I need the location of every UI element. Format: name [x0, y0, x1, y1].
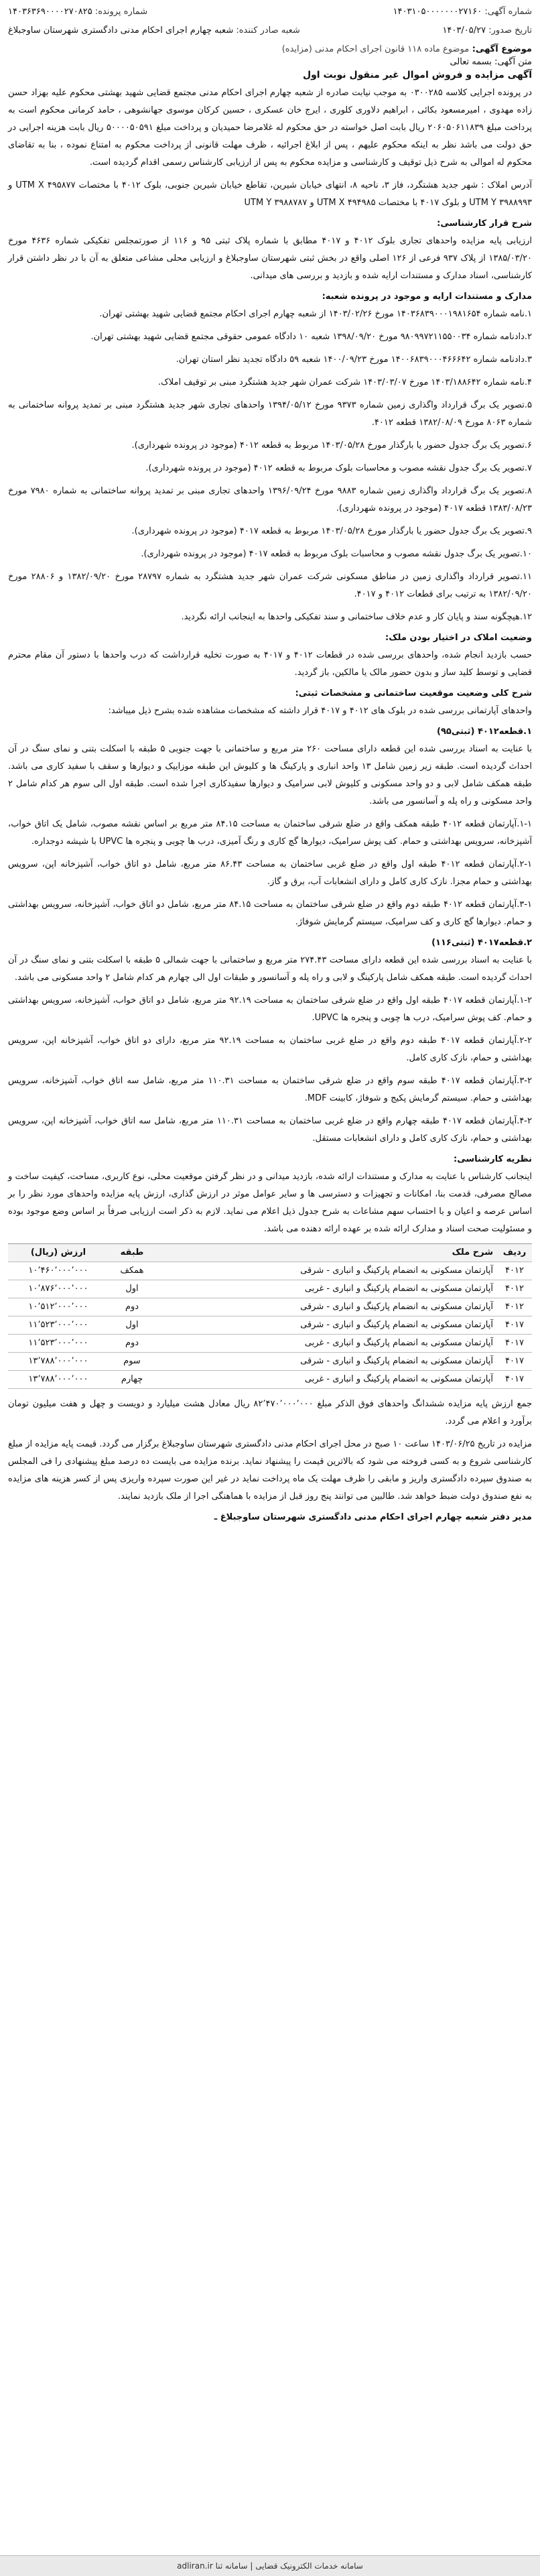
subject-line	[8, 44, 532, 54]
row-floor: همکف	[120, 1266, 144, 1276]
unit-item: ۳-۱.آپارتمان قطعه ۴۰۱۲ طبقه دوم واقع در ضلع شرقی ساختمان به مساحت ۸۴.۱۵ متر مربع، شامل دو اتاق خواب، آشپزخانه، سرویس بهداشتی و حمام. دیوارها گچ کاری و کف سرامیک، سیستم گرمایش شوفاژ.	[8, 900, 532, 927]
table-row	[8, 1298, 532, 1316]
date-label: تاریخ صدور:	[488, 25, 532, 36]
row-floor: اول	[125, 1284, 139, 1294]
row-no: ۴۰۱۷	[505, 1356, 524, 1366]
row-desc: آپارتمان مسکونی به انضمام پارکینگ و انباری - غربی	[304, 1374, 493, 1384]
row-value: ۱۱٬۵۲۳٬۰۰۰٬۰۰۰	[28, 1320, 88, 1330]
block2-paragraph: با عنایت به اسناد بررسی شده این قطعه دارای مساحت ۲۷۴.۴۳ متر مربع و ساختمانی با جهت شمالی ۵ طبقه با اسکلت بتنی و نمای سنگ در آن احداث گردیده است. طبقه همکف شامل پارکینگ و لابی و راه پله و آسانسور و طبقات اول الی چهارم هر کدام شامل ۲ واحد مسکونی می باشد.	[8, 955, 532, 983]
block2-heading: ۲.قطعه۴۰۱۷ (ثبتی۱۱۶)	[431, 938, 532, 948]
table-row	[8, 1353, 532, 1371]
signature-name: ـ	[214, 1512, 218, 1522]
row-value: ۱۰٬۸۷۶٬۰۰۰٬۰۰۰	[28, 1284, 88, 1294]
row-no: ۴۰۱۷	[505, 1338, 524, 1348]
row-desc: آپارتمان مسکونی به انضمام پارکینگ و انباری - شرقی	[300, 1266, 493, 1276]
unit-item: ۱-۲.آپارتمان قطعه ۴۰۱۷ طبقه اول واقع در ضلع شرقی ساختمان به مساحت ۹۲.۱۹ متر مربع، شامل دو اتاق خواب، آشپزخانه، سرویس بهداشتی و حمام. کف پوش سرامیک، درب ها چوبی و پنجره ها UPVC.	[8, 995, 532, 1023]
unit-item: ۲-۱.آپارتمان قطعه ۴۰۱۲ طبقه اول واقع در ضلع غربی ساختمان به مساحت ۸۶.۴۳ متر مربع، شامل دو اتاق خواب، آشپزخانه اپن، سرویس بهداشتی و حمام مجزا. نازک کاری کامل و دارای انشعابات آب، برق و گاز.	[8, 859, 532, 887]
unit-item: ۳-۲.آپارتمان قطعه ۴۰۱۷ طبقه سوم واقع در ضلع شرقی ساختمان به مساحت ۱۱۰.۳۱ متر مربع، شامل سه اتاق خواب، آشپزخانه، سرویس بهداشتی و حمام. سیستم گرمایش پکیج و شوفاژ، کابینت MDF.	[8, 1076, 532, 1103]
doc-item: ۸.تصویر یک برگ قرارداد واگذاری زمین شماره ۹۸۸۳ مورخ ۱۳۹۶/۰۹/۲۴ واحدهای تجاری مبنی بر تمدید پروانه ساختمانی به شماره ۷۹۸۰ مورخ ۱۳۸۳/۰۸/۲۳ قطعه ۴۰۱۷ (موجود در پرونده شهرداری).	[8, 486, 532, 513]
doc-item: ۵.تصویر یک برگ قرارداد واگذاری زمین شماره ۹۳۷۳ مورخ ۱۳۹۴/۰۵/۱۲ واحدهای تجاری شهر جدید هشتگرد مبنی بر تمدید پروانه ساختمانی به شماره ۸۰۶۳ مورخ ۱۳۸۲/۰۸/۰۹ قطعه ۴۰۱۲.	[8, 400, 532, 428]
row-desc: آپارتمان مسکونی به انضمام پارکینگ و انباری - شرقی	[300, 1356, 493, 1366]
row-desc: آپارتمان مسکونی به انضمام پارکینگ و انباری - غربی	[304, 1338, 493, 1348]
tracking-label: شماره پرونده:	[94, 7, 148, 17]
unit-item: ۲-۲.آپارتمان قطعه ۴۰۱۷ طبقه دوم واقع در ضلع غربی ساختمان به مساحت ۹۲.۱۹ متر مربع، دارای دو اتاق خواب، آشپزخانه اپن، سرویس بهداشتی و حمام، نازک کاری کامل.	[8, 1036, 532, 1063]
row-no: ۴۰۱۷	[505, 1374, 524, 1384]
doc-item: ۱۲.هیچگونه سند و پایان کار و عدم خلاف ساختمانی و سند تفکیکی واحدها به اینجانب ارائه نگردید.	[181, 612, 532, 622]
row-no: ۴۰۱۷	[505, 1320, 524, 1330]
opinion-heading: نظریه کارشناسی:	[454, 1154, 532, 1164]
table-row	[8, 1280, 532, 1298]
doc-item: ۱۰.تصویر یک برگ جدول نقشه مصوب و محاسبات بلوک مربوط به قطعه ۴۰۱۷ (موجود در پرونده شهرداری).	[141, 549, 532, 559]
row-floor: اول	[125, 1320, 139, 1330]
col-no-header: ردیف	[502, 1247, 527, 1258]
row-floor: سوم	[123, 1356, 141, 1366]
address-paragraph: آدرس املاک : شهر جدید هشتگرد، فاز ۳، ناحیه ۸، انتهای خیابان شیرین، تقاطع خیابان شیرین جنوبی، بلوک ۴۰۱۲ با مختصات UTM X ۴۹۵۸۷۷ و UTM Y ۳۹۸۸۹۹۳ و بلوک ۴۰۱۷ با مختصات UTM X ۴۹۴۹۸۵ و UTM Y ۳۹۸۸۷۸۷	[8, 180, 532, 208]
row-value: ۱۰٬۵۱۲٬۰۰۰٬۰۰۰	[28, 1302, 88, 1312]
row-floor: چهارم	[121, 1374, 143, 1384]
ad-id-label: شماره آگهی:	[484, 7, 532, 17]
doc-item: ۱۱.تصویر قرارداد واگذاری زمین در مناطق مسکونی شرکت عمران شهر جدید هشتگرد به شماره ۲۸۷۹۷ مورخ ۱۳۸۲/۰۹/۲۰ و ۲۸۸۰۶ مورخ ۱۳۸۲/۰۹/۲۰ به ترتیب برای قطعات ۴۰۱۲ و ۴۰۱۷.	[8, 572, 533, 599]
doc-item: ۴.نامه شماره ۱۴۰۳/۱۸۸۶۴۲ مورخ ۱۴۰۳/۰۳/۰۷ شرکت عمران شهر جدید هشتگرد مبنی بر توقیف املاک.	[158, 377, 532, 387]
doc-item: ۶.تصویر یک برگ جدول حضور یا بارگذار مورخ ۱۴۰۳/۰۵/۲۸ مربوط به قطعه ۴۰۱۲ (موجود در پرونده شهرداری).	[131, 440, 532, 450]
unit-item: ۱-۱.آپارتمان قطعه ۴۰۱۲ طبقه همکف واقع در ضلع شرقی ساختمان به مساحت ۸۴.۱۵ متر مربع بر اساس نقشه مصوب، شامل یک اتاق خواب، آشپزخانه، سرویس بهداشتی و حمام. کف پوش سرامیک، دیوارها گچ کاری و رنگ آمیزی، درب ها چوبی و پنجره ها UPVC با شیشه دوجداره.	[8, 819, 532, 847]
doc-item: ۷.تصویر یک برگ جدول نقشه مصوب و محاسبات بلوک مربوط به قطعه ۴۰۱۲ (موجود در پرونده شهرداری).	[145, 463, 532, 473]
state-paragraph: واحدهای آپارتمانی بررسی شده در بلوک های ۴۰۱۲ و ۴۰۱۷ قرار داشته که مشخصات مشاهده شده بشرح ذیل میباشد:	[108, 706, 532, 716]
tracking-row	[8, 3, 300, 21]
doc-item: ۹.تصویر یک برگ جدول حضور یا بارگذار مورخ ۱۴۰۳/۰۵/۲۸ مربوط به قطعه ۴۰۱۷ (موجود در پرونده شهرداری).	[131, 526, 532, 536]
footer-bar: سامانه خدمات الکترونیک قضایی | سامانه ثنا adliran.ir	[0, 2555, 540, 2576]
issue-date: ۱۴۰۳/۰۵/۲۷	[442, 25, 486, 36]
row-floor: دوم	[125, 1338, 139, 1348]
subject-label: موضوع آگهی:	[472, 44, 532, 54]
row-value: ۱۱٬۵۲۳٬۰۰۰٬۰۰۰	[28, 1338, 88, 1348]
row-value: ۱۳٬۷۸۸٬۰۰۰٬۰۰۰	[28, 1374, 88, 1384]
opinion-paragraph: اینجانب کارشناس با عنایت به مدارک و مستندات ارائه شده، بازدید میدانی و در نظر گرفتن موقعیت محلی، نوع کاربری، مساحت، کیفیت ساخت و مصالح مصرفی، قدمت بنا، امکانات و تجهیزات و دسترسی ها و سایر عوامل موثر در ارزش گذاری، ارزش پایه مزایده واحدهای مورد نظر را بر اساس عرصه و اعیان و با احتساب سهم مشاعات به شرح جدول ذیل اعلام می نماید. لازم به ذکر است ارزیابی صرفاً بر اساس وضع موجود بوده و مسئولیت صحت اسناد و مدارک ارائه شده بر عهده ارائه دهنده می باشد.	[8, 1172, 532, 1234]
valuation-table	[8, 1243, 532, 1389]
row-value: ۱۳٬۷۸۸٬۰۰۰٬۰۰۰	[28, 1356, 88, 1366]
summary-heading: شرح قرار کارشناسی:	[437, 219, 532, 229]
tracking-number: ۱۴۰۳۶۳۶۹۰۰۰۰۲۷۰۸۲۵	[8, 7, 92, 17]
row-desc: آپارتمان مسکونی به انضمام پارکینگ و انباری - شرقی	[300, 1320, 493, 1330]
issuer-label: شعبه صادر کننده:	[236, 25, 300, 36]
date-row	[393, 21, 532, 40]
block1-heading: ۱.قطعه۴۰۱۲ (ثبتی۹۵)	[437, 727, 532, 737]
doc-item: ۲.دادنامه شماره ۹۸۰۹۹۷۲۱۱۵۵۰۰۳۴ مورخ ۱۳۹۸/۰۹/۲۰ شعبه ۱۰ دادگاه عمومی حقوقی مجتمع قضایی شهید بهشتی تهران.	[90, 332, 532, 342]
row-desc: آپارتمان مسکونی به انضمام پارکینگ و انباری - شرقی	[300, 1302, 493, 1312]
intro-paragraph: در پرونده اجرایی کلاسه ۰۳۰۰۲۸۵ به موجب نیابت صادره از شعبه چهارم اجرای احکام مدنی مجتمع قضایی شهید بهشتی محکوم علیه بهزاد حسن زاده مهدوی ، امیرمسعود بکائی ، ابراهیم دلاوری کلوری ، ایرج خان عسکری ، حسین کرکان موسوی جهانشوهی ، حامد کرمانی محکوم است به پرداخت مبلغ ۲۰۶۰۵۰۶۱۱۸۳۹ ریال بابت اصل خواسته در حق محکوم له غلامرضا حمیدیان و پرداخت مبلغ ۵۰۰۰۰۵۰۵۹۱ ریال بابت هزینه اجرایی در حق دولت می باشد نظر به اینکه محکوم علیهم ، پس از ابلاغ اجرائیه ، ظرف مهلت قانونی از پرداخت محکوم به امتناع نموده ، بنا به تقاضای محکوم له اموالی به شرح ذیل توقیف و کارشناسی و مزایده محکوم به پس از ارزیابی کارشناس رسمی اقدام گردیده است.	[8, 88, 532, 168]
col-floor-header: طبقه	[120, 1247, 144, 1258]
notes-heading: وضعیت املاک در اختیار بودن ملک:	[385, 633, 532, 643]
salutation: متن آگهی: بسمه تعالی	[450, 57, 532, 67]
auction-paragraph: مزایده در تاریخ ۱۴۰۳/۰۶/۲۵ ساعت ۱۰ صبح در محل اجرای احکام مدنی دادگستری شهرستان ساوجبلاغ برگزار می گردد. قیمت پایه مزایده از مبلغ کارشناسی شروع و به کسی فروخته می شود که بالاترین قیمت را پیشنهاد نماید. برنده مزایده می بایست ده درصد مبلغ پیشنهادی را فی المجلس به صندوق سپرده دادگستری واریز و مابقی را ظرف مهلت یک ماه پرداخت نماید در غیر این صورت سپرده واریزی پس از کسر هزینه های مزایده به نفع صندوق دولت ضبط خواهد شد. طالبین می توانند پنج روز قبل از مزایده با هماهنگی اجرا از ملک بازدید نمایند.	[8, 1439, 532, 1501]
notice-title: آگهی مزایده و فروش اموال غیر منقول نوبت اول	[302, 70, 532, 80]
col-value-header: ارزش (ریال)	[30, 1247, 86, 1258]
notes-paragraph: حسب بازدید انجام شده، واحدهای بررسی شده در قطعات ۴۰۱۲ و ۴۰۱۷ به صورت تخلیه قرارداشت که درب واحدها با دستور آن مقام محترم قضایی و توسط کلید ساز و بدون حضور مالک یا مالکین، باز گردید.	[8, 650, 533, 678]
block2-units	[8, 992, 532, 1148]
docs-heading: مدارک و مستندات ارایه و موجود در پرونده شعبه:	[322, 292, 532, 302]
notice-header	[8, 3, 532, 40]
table-row	[8, 1335, 532, 1353]
row-no: ۴۰۱۲	[505, 1284, 524, 1294]
doc-item: ۱.نامه شماره ۱۴۰۳۶۸۳۹۰۰۰۱۹۸۱۶۵۴ مورخ ۱۴۰۳/۰۲/۲۶ از شعبه چهارم اجرای احکام مجتمع قضایی شهید بهشتی تهران.	[99, 309, 532, 319]
ad-id: ۱۴۰۳۱۰۵۰۰۰۰۰۰۰۲۷۱۶۰	[393, 7, 482, 17]
row-value: ۱۰٬۴۶۰٬۰۰۰٬۰۰۰	[28, 1266, 88, 1276]
table-header	[8, 1244, 532, 1262]
table-row	[8, 1371, 532, 1389]
docs-list	[8, 306, 532, 626]
row-no: ۴۰۱۲	[505, 1266, 524, 1276]
issuer-row	[8, 21, 300, 40]
signature-block	[8, 1512, 532, 1522]
table-row	[8, 1262, 532, 1280]
subject-text: موضوع ماده ۱۱۸ قانون اجرای احکام مدنی (مزایده)	[281, 44, 470, 54]
table-row	[8, 1316, 532, 1335]
doc-item: ۳.دادنامه شماره ۱۴۰۰۶۸۳۹۰۰۰۴۶۶۶۴۲ مورخ ۱۴۰۰/۰۹/۲۳ شعبه ۵۹ دادگاه تجدید نظر استان تهران.	[176, 355, 532, 365]
signature-title: مدیر دفتر شعبه چهارم اجرای احکام مدنی دادگستری شهرستان ساوجبلاغ	[220, 1512, 532, 1522]
ad-id-row	[393, 3, 532, 21]
state-heading: شرح کلی وضعیت موقعیت ساختمانی و مشخصات ثبتی:	[295, 688, 532, 698]
unit-item: ۴-۲.آپارتمان قطعه ۴۰۱۷ طبقه چهارم واقع در ضلع غربی ساختمان به مساحت ۱۱۰.۳۱ متر مربع، شامل سه اتاق خواب، آشپزخانه اپن، سرویس بهداشتی و حمام، نازک کاری کامل و دارای انشعابات مستقل.	[8, 1116, 532, 1144]
row-no: ۴۰۱۲	[505, 1302, 524, 1312]
col-desc-header: شرح ملک	[452, 1247, 493, 1258]
block1-paragraph: با عنایت به اسناد بررسی شده این قطعه دارای مساحت ۲۶۰ متر مربع و ساختمانی با جهت جنوبی ۵ طبقه با اسکلت بتنی و نمای سنگ در آن احداث گردیده است. طبقه زیر زمین شامل ۱۳ واحد انباری و پارکینگ ها و کلیوش این طبقه موزاییک و دیوارها و سقف با سفید کاری می باشد. طبقه همکف شامل لابی و دو واحد مسکونی و کلیوش لابی سرامیک و دیوارها سفیدکاری اجرا شده است. طبقه اول الی سوم هر کدام شامل ۲ واحد مسکونی و راه پله و آسانسور می باشد.	[8, 744, 532, 806]
issuer-name: شعبه چهارم اجرای احکام مدنی دادگستری شهرستان ساوجبلاغ	[8, 25, 234, 36]
row-floor: دوم	[125, 1302, 139, 1312]
block1-units	[8, 816, 532, 931]
total-paragraph: جمع ارزش پایه مزایده ششدانگ واحدهای فوق الذکر مبلغ ۸۲٬۴۷۰٬۰۰۰٬۰۰۰ ریال معادل هشت میلیارد و دویست و چهل و هفت میلیون تومان برآورد و اعلام می گردد.	[8, 1399, 533, 1426]
summary-paragraph: ارزیابی پایه مزایده واحدهای تجاری بلوک ۴۰۱۲ و ۴۰۱۷ مطابق با شماره پلاک ثبتی ۹۵ و ۱۱۶ از صورتمجلس تفکیکی شماره ۴۶۳۶ مورخ ۱۳۸۵/۰۳/۲۰ از پلاک ۹۳۷ فرعی از ۱۲۶ اصلی واقع در بخش ثبتی شهرستان ساوجبلاغ و ارزیابی محلی مشاعی متعلق به آن با در نظر داشتن قرار کارشناسی، اسناد مدارک و مستندات ارایه شده و بازدید و بررسی های میدانی.	[8, 236, 533, 281]
row-desc: آپارتمان مسکونی به انضمام پارکینگ و انباری - غربی	[304, 1284, 493, 1294]
